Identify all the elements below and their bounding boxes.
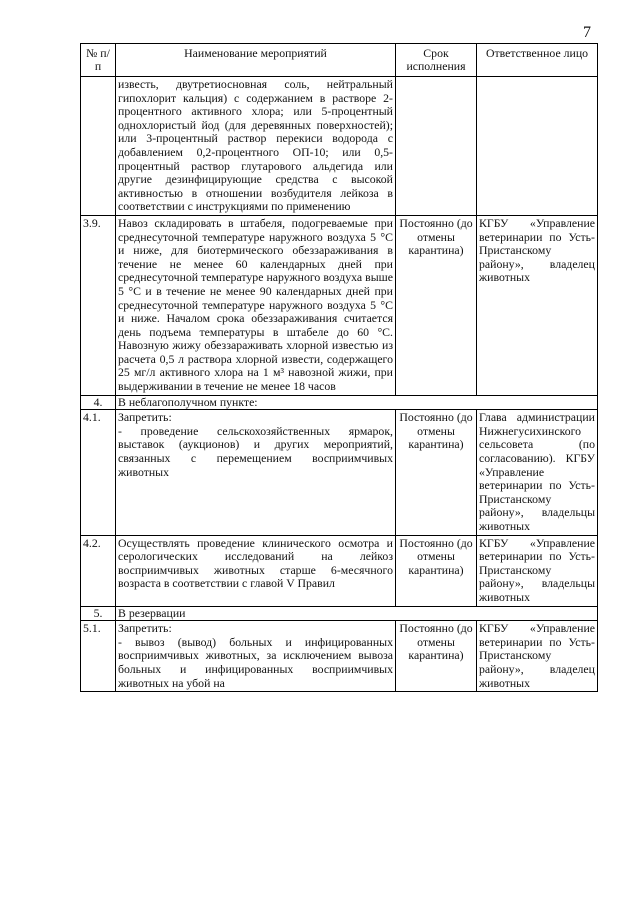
page-number: 7 [583, 24, 591, 41]
row-num: 4. [81, 395, 116, 410]
section-row [81, 606, 598, 621]
table-row [81, 410, 598, 535]
row-responsible: Глава администрации Нижнегусихинского сельсовета (по согласованию). КГБУ «Управление ветеринарии по Усть-Пристанскому району», владельцы животных [477, 410, 598, 535]
row-action: Осуществлять проведение клинического осмотра и серологических исследований на лейкоз восприимчивых животных старше 6-месячного возраста в соответствии с главой V Правил [116, 535, 396, 606]
row-responsible [477, 77, 598, 216]
row-num: 4.2. [81, 535, 116, 606]
table-row [81, 621, 598, 692]
header-term: Срок исполнения [396, 44, 477, 77]
header-responsible: Ответственное лицо [477, 44, 598, 77]
section-title: В резервации [116, 606, 598, 621]
measures-table [80, 43, 598, 692]
row-num: 5. [81, 606, 116, 621]
row-num: 4.1. [81, 410, 116, 535]
table-row [81, 535, 598, 606]
header-num: № п/п [81, 44, 116, 77]
row-responsible: КГБУ «Управление ветеринарии по Усть-Пристанскому району», владелец животных [477, 621, 598, 692]
row-term: Постоянно (до отмены карантина) [396, 410, 477, 535]
row-term: Постоянно (до отмены карантина) [396, 215, 477, 395]
section-row [81, 395, 598, 410]
row-term: Постоянно (до отмены карантина) [396, 535, 477, 606]
row-num [81, 77, 116, 216]
row-num: 5.1. [81, 621, 116, 692]
table-body [81, 77, 598, 692]
row-action: Навоз складировать в штабеля, подогреваемые при среднесуточной температуре наружного воздуха 5 °С и ниже, для биотермического обеззараживания в течение не менее 60 календарных дней при среднесуточной температуре наружного воздуха выше 5 °С и в течение не менее 90 календарных дней при среднесуточной температуре наружного воздуха 5 °С и ниже. Началом срока обеззараживания считается день подъема температуры в штабеле до 60 °С. Навозную жижу обеззараживать хлорной известью из расчета 0,5 л раствора хлорной извести, содержащего 25 мг/л активного хлора на 1 м³ навозной жижи, при выдерживании в течение не менее 18 часов [116, 215, 396, 395]
table-row [81, 215, 598, 395]
row-responsible: КГБУ «Управление ветеринарии по Усть-Пристанскому району», владельцы животных [477, 535, 598, 606]
row-action: Запретить: - проведение сельскохозяйственных ярмарок, выставок (аукционов) и других мероприятий, связанных с перемещением восприимчивых животных [116, 410, 396, 535]
section-title: В неблагополучном пункте: [116, 395, 598, 410]
row-term: Постоянно (до отмены карантина) [396, 621, 477, 692]
row-num: 3.9. [81, 215, 116, 395]
row-responsible: КГБУ «Управление ветеринарии по Усть-Пристанскому району», владелец животных [477, 215, 598, 395]
table-header-row [81, 44, 598, 77]
row-action: известь, двутретиосновная соль, нейтральный гипохлорит кальция) с содержанием в растворе 2-процентного активного хлора; или 5-процентный однохлористый йод (для деревянных поверхностей); или 3-процентный раствор перекиси водорода с добавлением 0,2-процентного ОП-10; или 0,5-процентный раствор глутарового альдегида или другие дезинфицирующие средства с высокой активностью в отношении возбудителя лейкоза в соответствии с инструкциями по применению [116, 77, 396, 216]
table-row [81, 77, 598, 216]
header-action: Наименование мероприятий [116, 44, 396, 77]
row-action: Запретить: - вывоз (вывод) больных и инфицированных восприимчивых животных, за исключением вывоза больных и инфицированных восприимчивых животных на убой на [116, 621, 396, 692]
row-term [396, 77, 477, 216]
